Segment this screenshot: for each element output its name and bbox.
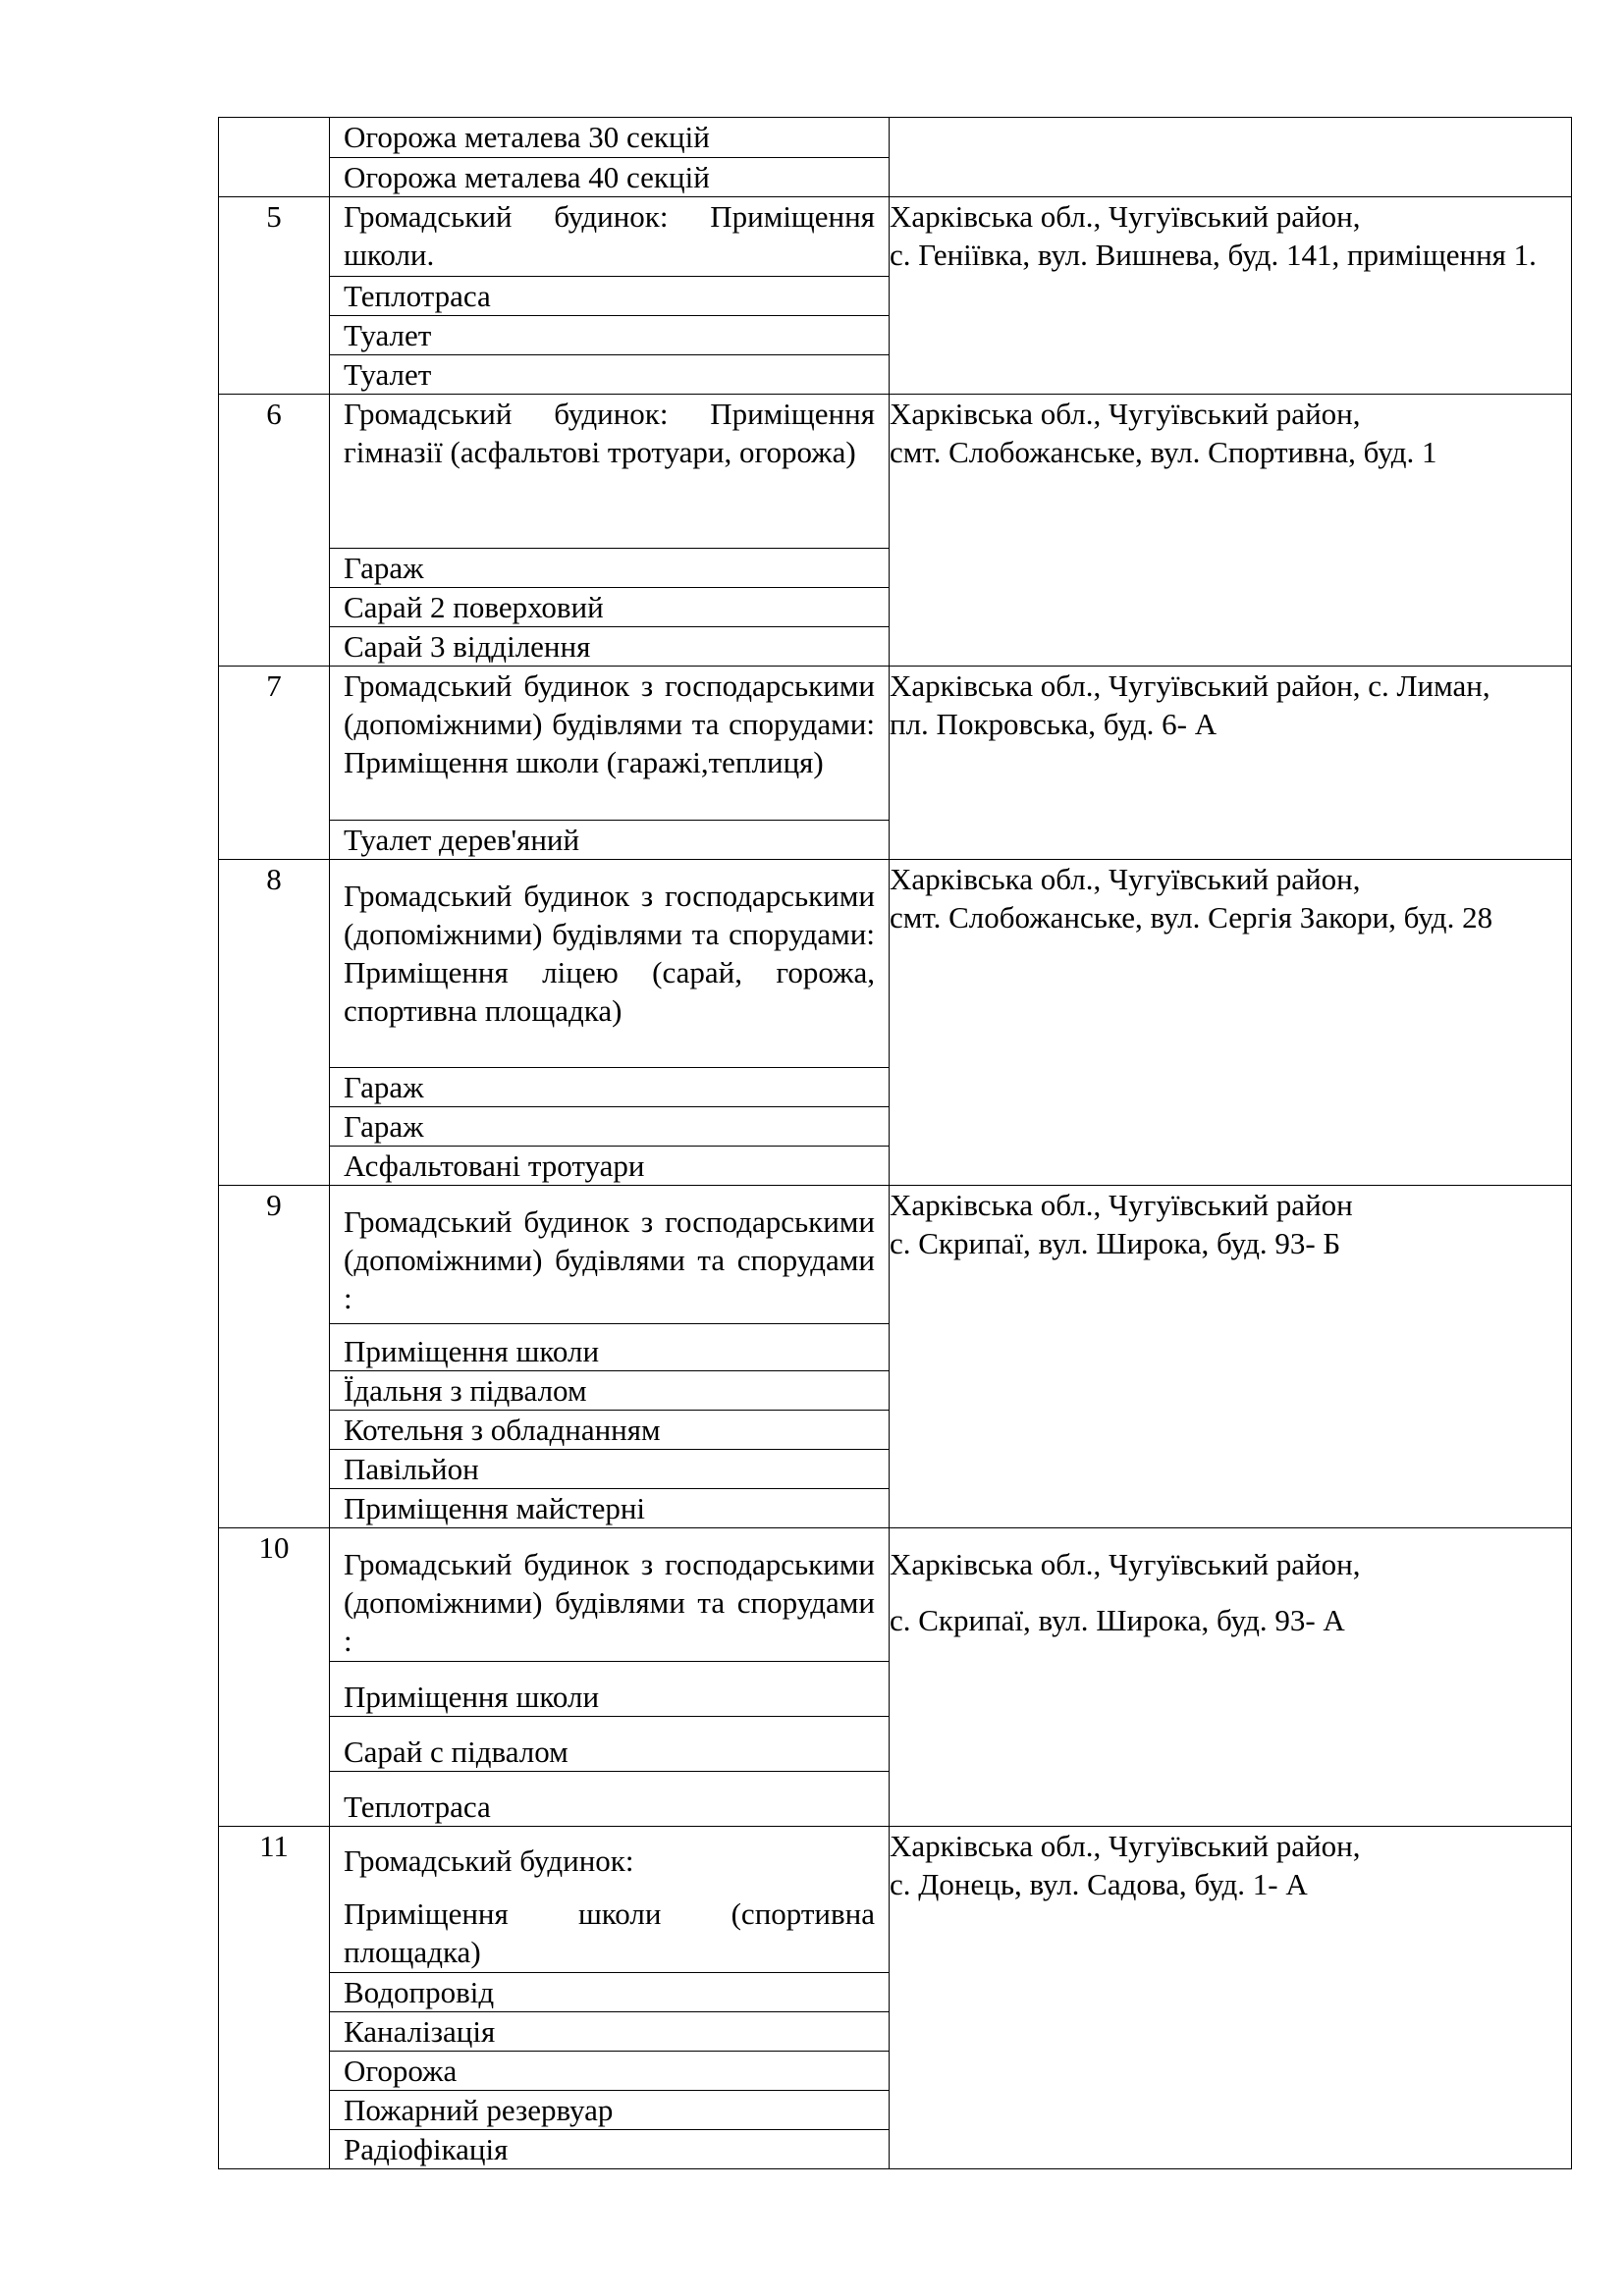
table-row [219, 1827, 1572, 2169]
address-cell [890, 667, 1572, 860]
object-list [330, 118, 890, 197]
address-line: Харківська обл., Чугуївський район, [890, 862, 1361, 896]
object-list [330, 667, 890, 860]
address-cell [890, 1528, 1572, 1827]
object-item: Громадський будинок: Приміщення гімназії (асфальтові тротуари, огорожа) [344, 397, 875, 469]
object-item: Павільйон [330, 1449, 889, 1488]
object-item: Приміщення школи [330, 1323, 889, 1370]
object-list [330, 197, 890, 395]
row-number: 7 [219, 667, 330, 860]
table-row [219, 667, 1572, 860]
address-cell [890, 197, 1572, 395]
object-item: Туалет [330, 354, 889, 394]
property-table [218, 117, 1572, 2169]
address-line: с. Геніївка, вул. Вишнева, буд. 141, приміщення 1. [890, 238, 1537, 272]
address-line: пл. Покровська, буд. 6- А [890, 707, 1218, 741]
object-list [330, 1528, 890, 1827]
object-list [330, 1827, 890, 2169]
address-line: Харківська обл., Чугуївський район [890, 1188, 1353, 1222]
address-cell [890, 860, 1572, 1186]
address-cell [890, 1827, 1572, 2169]
table-row [219, 118, 1572, 197]
address-line: Харківська обл., Чугуївський район, [890, 1547, 1361, 1581]
object-item: Сарай 2 поверховий [330, 587, 889, 626]
address-line: Харківська обл., Чугуївський район, с. Лиман, [890, 668, 1490, 703]
row-number: 8 [219, 860, 330, 1186]
address-line: Харківська обл., Чугуївський район, [890, 1829, 1361, 1863]
row-number: 11 [219, 1827, 330, 2169]
object-item: Приміщення майстерні [330, 1488, 889, 1527]
object-item: Громадський будинок з господарськими (допоміжними) будівлями та спорудами: Приміщення ліцею (сарай, горожа, спортивна площадка) [344, 879, 875, 1028]
object-item: Каналізація [330, 2011, 889, 2051]
object-item: Сарай 3 відділення [330, 626, 889, 666]
object-list [330, 860, 890, 1186]
object-item: Громадський будинок: Приміщення школи. [344, 199, 875, 272]
object-item: Громадський будинок: [344, 1843, 634, 1878]
object-item: Котельня з обладнанням [330, 1410, 889, 1449]
table-row [219, 860, 1572, 1186]
object-item: Гараж [330, 1067, 889, 1106]
row-number: 10 [219, 1528, 330, 1827]
object-item: Туалет дерев'яний [330, 820, 889, 859]
object-item: Радіофікація [330, 2129, 889, 2168]
address-line: смт. Слобожанське, вул. Спортивна, буд. 1 [890, 435, 1437, 469]
object-item: Громадський будинок з господарськими (допоміжними) будівлями та спорудами : [344, 1547, 875, 1658]
address-line: с. Донець, вул. Садова, буд. 1- А [890, 1867, 1308, 1901]
object-item: Огорожа [330, 2051, 889, 2090]
address-cell [890, 395, 1572, 667]
object-list [330, 395, 890, 667]
object-item: Пожарний резервуар [330, 2090, 889, 2129]
table-row [219, 1528, 1572, 1827]
object-item: Їдальня з підвалом [330, 1370, 889, 1410]
row-number: 9 [219, 1186, 330, 1528]
table-row [219, 1186, 1572, 1528]
object-item: Приміщення школи (спортивна площадка) [344, 1896, 875, 1969]
address-cell [890, 118, 1572, 197]
table-row [219, 395, 1572, 667]
address-line: смт. Слобожанське, вул. Сергія Закори, буд. 28 [890, 900, 1493, 934]
address-line: с. Скрипаї, вул. Широка, буд. 93- Б [890, 1226, 1341, 1260]
object-item: Теплотраса [330, 276, 889, 315]
row-number [219, 118, 330, 197]
object-item: Гараж [330, 1106, 889, 1146]
row-number: 6 [219, 395, 330, 667]
address-line: с. Скрипаї, вул. Широка, буд. 93- А [890, 1603, 1345, 1637]
object-list [330, 1186, 890, 1528]
object-item: Огорожа металева 40 секцій [330, 157, 889, 196]
object-item: Гараж [330, 548, 889, 587]
address-line: Харківська обл., Чугуївський район, [890, 199, 1361, 234]
object-item: Громадський будинок з господарськими (допоміжними) будівлями та спорудами : [344, 1204, 875, 1315]
object-item: Водопровід [330, 1972, 889, 2011]
object-item: Сарай с підвалом [330, 1716, 889, 1771]
address-line: Харківська обл., Чугуївський район, [890, 397, 1361, 431]
object-item: Асфальтовані тротуари [330, 1146, 889, 1185]
object-item: Теплотраса [330, 1771, 889, 1826]
object-item: Туалет [330, 315, 889, 354]
table-row [219, 197, 1572, 395]
object-item: Приміщення школи [330, 1661, 889, 1716]
address-cell [890, 1186, 1572, 1528]
object-item: Огорожа металева 30 секцій [344, 120, 710, 154]
row-number: 5 [219, 197, 330, 395]
object-item: Громадський будинок з господарськими (допоміжними) будівлями та спорудами: Приміщення школи (гаражі,теплиця) [344, 668, 875, 779]
